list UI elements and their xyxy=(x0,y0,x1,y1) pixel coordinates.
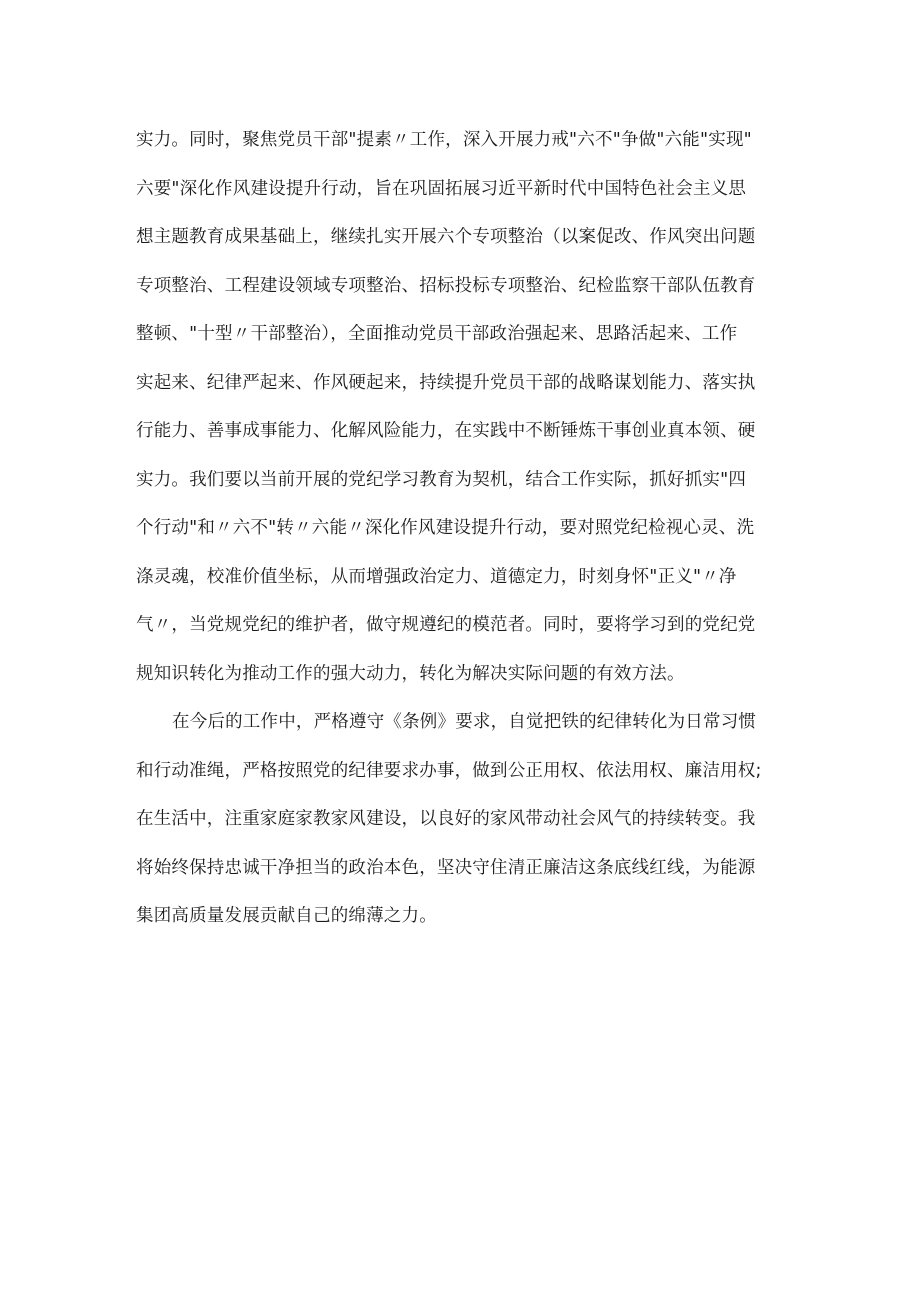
text-line: 涤灵魂，校准价值坐标，从而增强政治定力、道德定力，时刻身怀"正义"〃净 xyxy=(136,566,737,587)
text-line: 在今后的工作中，严格遵守《条例》要求，自觉把铁的纪律转化为日常习惯 xyxy=(172,712,757,732)
text-line: 实力。我们要以当前开展的党纪学习教育为契机，结合工作实际，抓好抓实"四 xyxy=(136,469,747,490)
text-line: 将始终保持忠诚干净担当的政治本色，坚决守住清正廉洁这条底线红线，为能源 xyxy=(136,857,756,878)
text-line: 规知识转化为推动工作的强大动力，转化为解决实际问题的有效方法。 xyxy=(136,663,685,684)
document-body xyxy=(136,116,786,941)
text-line: 整顿、"十型〃干部整治），全面推动党员干部政治强起来、思路活起来、工作 xyxy=(136,324,738,344)
text-line: 个行动"和〃六不"转〃六能〃深化作风建设提升行动，要对照党纪检视心灵、洗 xyxy=(136,518,755,538)
text-line: 气〃，当党规党纪的维护者，做守规遵纪的模范者。同时，要将学习到的党纪党 xyxy=(136,615,756,635)
text-line: 集团高质量发展贡献自己的绵薄之力。 xyxy=(136,906,437,926)
text-line: 在生活中，注重家庭家教家风建设，以良好的家风带动社会风气的持续转变。我 xyxy=(136,809,756,829)
paragraph-2 xyxy=(136,698,786,941)
text-line: 实起来、纪律严起来、作风硬起来，持续提升党员干部的战略谋划能力、落实执 xyxy=(136,372,756,393)
text-line: 和行动准绳，严格按照党的纪律要求办事，做到公正用权、依法用权、廉洁用权; xyxy=(136,760,762,781)
text-line: 想主题教育成果基础上，继续扎实开展六个专项整治（以案促改、作风突出问题 xyxy=(136,227,756,247)
text-line: 六要"深化作风建设提升行动，旨在巩固拓展习近平新时代中国特色社会主义思 xyxy=(136,178,747,199)
paragraph-1 xyxy=(136,116,786,698)
text-line: 专项整治、工程建设领域专项整治、招标投标专项整治、纪检监察干部队伍教育 xyxy=(136,275,756,296)
text-line: 实力。同时，聚焦党员干部"提素〃工作，深入开展力戒"六不"争做"六能"实现" xyxy=(136,130,752,150)
text-line: 行能力、善事成事能力、化解风险能力，在实践中不断锤炼干事创业真本领、硬 xyxy=(136,421,756,441)
